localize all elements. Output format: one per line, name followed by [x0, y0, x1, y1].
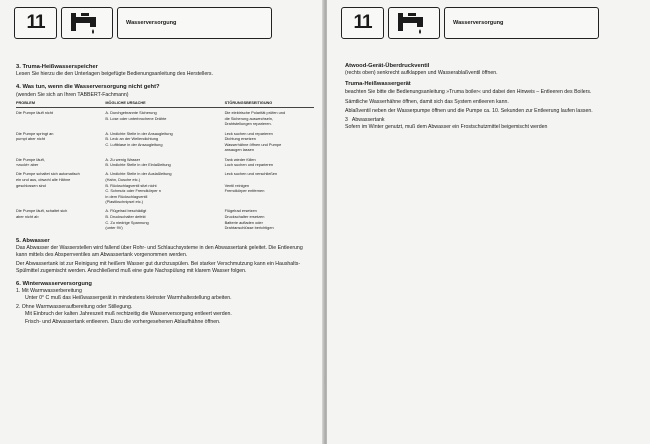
section6-item2-text2: Frisch- und Abwassertank entleeren. Dazu die vorhergesehenen Ablaufhähne öffnen.	[25, 318, 221, 325]
cause-cell	[105, 108, 224, 129]
cell-line: Die Pumpe läuft,	[16, 156, 45, 162]
section3-heading: 3. Truma-Heißwasserspeicher	[16, 64, 98, 70]
water-tap-icon	[61, 7, 113, 39]
cell-line: (Plastikschnipsel etc.)	[105, 199, 144, 205]
cell-line: A. Zu wenig Wasser	[105, 156, 141, 162]
problem-cell	[16, 129, 105, 155]
cell-line: Die Pumpe läuft, schaltet sich	[16, 208, 68, 214]
section5-text1: Das Abwasser der Wasserstellen wird fallend über Rohr- und Schlauchsysteme in den Abwassertank geleitet. Die Entleerung kann mittels des Absperrventiles am Abwassertank vorgenommen werden.	[16, 244, 303, 259]
cell-line: aber nicht ab	[16, 214, 39, 220]
section4-heading: 4. Was tun, wenn die Wasserversorgung nicht geht?	[16, 84, 160, 91]
problem-cell	[16, 207, 105, 233]
left-header	[14, 7, 272, 39]
table-row	[16, 129, 314, 155]
cell-line: Batterie aufladen oder	[224, 219, 263, 225]
cell-line: Die elektrische Polarität prüfen und	[224, 110, 286, 116]
cause-cell	[105, 207, 224, 233]
left-page	[0, 0, 324, 444]
cell-line: ein und aus, obwohl alle Hähne	[16, 176, 71, 182]
cell-line: (Hahn, Dusche etc.)	[105, 176, 140, 182]
cell-line: Drahtstellungen reparieren.	[224, 121, 272, 127]
cell-line: pumpt aber nicht	[16, 136, 45, 142]
section6-heading: 6. Winterwasserversorgung	[16, 280, 92, 287]
right-header	[341, 7, 599, 39]
cell-line: B. Undichte Stelle in der Einlaßleitung	[105, 162, 171, 168]
cell-line: Ventil reinigen	[224, 182, 250, 188]
cell-line: Leck suchen und reparieren	[224, 130, 273, 136]
table-row	[16, 108, 314, 129]
cell-line: A. Flügelrad beschädigt	[105, 208, 147, 214]
cell-line: Tank wieder füllen	[224, 156, 256, 162]
cell-line: Flügelrad ersetzen	[224, 208, 257, 214]
abwasser-number: 3	[345, 117, 348, 124]
section6-item1-title: 1. Mit Warmwasserbereitung	[16, 287, 82, 294]
fix-cell	[225, 170, 314, 207]
cell-line: Die Pumpe schaltet sich automatisch	[16, 171, 80, 177]
cell-line: in dem Rückschlagventil	[105, 193, 148, 199]
left-content	[16, 64, 314, 326]
section6-item2-title: 2. Ohne Warmwasseraufbereitung oder Stillegung.	[16, 304, 133, 311]
troubleshooting-table	[16, 101, 314, 233]
cell-line: Dichtung ersetzen	[224, 136, 256, 142]
cell-line: Die Pumpe springt an	[16, 130, 54, 136]
section5-heading: 5. Abwasser	[16, 237, 50, 244]
truma-heading: Truma-Heißwassergerät	[345, 81, 411, 88]
cell-line: B. Druckschalter defekt	[105, 214, 146, 220]
abwasser-heading: Abwassertank	[351, 117, 385, 124]
chapter-number: 11	[14, 7, 57, 39]
section6-item1-text: Unter 0° C muß das Heißwassergerät in mindestens kleinster Warmhaltestellung arbeiten.	[25, 295, 232, 302]
cause-cell	[105, 129, 224, 155]
right-page	[327, 0, 650, 444]
chapter-title: Wasserversorgung	[444, 7, 599, 39]
column-header: STÖRUNGSBESEITIGUNG	[225, 101, 314, 108]
section5-text2: Der Abwassertank ist zur Reinigung mit heißem Wasser gut durchzuspülen. Bei starker Verschmutzung kann ein Haushalts-Spülmittel zugemischt werden. Anschließend muß eine gute Nachspülung mit klarem Wasser folgen.	[16, 261, 301, 275]
cell-line: A. Durchgebrannte Sicherung	[105, 110, 157, 116]
cell-line: A. Undichte Stelle in der Ansaugleitung	[105, 130, 173, 136]
fix-cell	[225, 207, 314, 233]
cell-line: »zuckt« aber	[16, 162, 39, 168]
section6-item2-text1: Mit Einbruch der kalten Jahreszeit muß rechtzeitig die Wasserversorgung entleert werden.	[25, 311, 232, 318]
right-content	[345, 63, 636, 132]
cell-line: B. Leck an der Wellendichtung	[105, 136, 159, 142]
table-row	[16, 207, 314, 233]
atwood-text: (rechts oben) senkrecht aufklappen und Wasserablaßventil öffnen.	[345, 70, 498, 77]
chapter-title: Wasserversorgung	[117, 7, 272, 39]
problem-cell	[16, 155, 105, 170]
cell-line: C. Schmutz oder Fremdkörper n	[105, 188, 161, 194]
cell-line: Wasserhähne öffnen und Pumpe	[224, 141, 282, 147]
table-row	[16, 170, 314, 207]
cause-cell	[105, 155, 224, 170]
valve-text: Ablaßventil neben der Wasserpumpe öffnen und die Pumpe ca. 10. Sekunden zur Entleerung laufen lassen.	[345, 108, 593, 115]
water-tap-icon	[388, 7, 440, 39]
section4-subheading: (wenden Sie sich an Ihren TABBERT-Fachmann)	[16, 91, 129, 98]
section3-text: Lesen Sie hierzu die den Unterlagen beigefügte Bedienungsanleitung des Herstellers.	[16, 71, 213, 78]
table-row	[16, 155, 314, 170]
cell-line: Leck suchen und verschließen	[224, 171, 278, 177]
cell-line: Fremdkörper entfernen	[224, 188, 265, 194]
column-header: PROBLEM	[16, 101, 105, 108]
cause-cell	[105, 170, 224, 207]
table-header-row	[16, 101, 314, 108]
cell-line: C. Zu niedrige Spannung	[105, 219, 149, 225]
cell-line: Die Pumpe läuft nicht	[16, 110, 53, 116]
fix-cell	[225, 155, 314, 170]
truma-text: beachten Sie bitte die Bedienungsanleitung »Truma boiler« und dabei den Hinweis – Entleeren des Boilers.	[345, 88, 592, 95]
column-header: MÖGLICHE URSACHE	[105, 101, 224, 108]
cell-line: geschlossen sind	[16, 182, 46, 188]
cell-line: die Sicherung auswechseln,	[224, 115, 274, 121]
cell-line: Loch suchen und reparieren	[224, 162, 274, 168]
abwasser-text: Sofern im Winter genutzt, muß dem Abwasser ein Frostschutzmittel beigemischt werden	[345, 124, 548, 131]
problem-cell	[16, 108, 105, 129]
cell-line: ansaugen lassen	[224, 147, 254, 153]
cell-line: Druckschalter ersetzen	[224, 214, 265, 220]
chapter-number: 11	[341, 7, 384, 39]
cell-line: C. Luftblase in der Ansaugleitung	[105, 141, 163, 147]
cell-line: B. Rückschlagventil sitzt nicht	[105, 182, 157, 188]
cell-line: B. Lose oder unterbrochene Drähte	[105, 115, 167, 121]
cell-line: (unter 9V)	[105, 225, 123, 231]
cell-line: Drahtanschlüsse berichtigen	[224, 225, 274, 231]
cell-line: A. Undichte Stelle in der Auslaßleitung	[105, 171, 172, 177]
atwood-heading: Atwood-Gerät-Überdruckventil	[345, 63, 430, 69]
fix-cell	[225, 108, 314, 129]
problem-cell	[16, 170, 105, 207]
fix-cell	[225, 129, 314, 155]
abwasser-block	[345, 117, 636, 124]
taps-text: Sämtliche Wasserhähne öffnen, damit sich das System entleeren kann.	[345, 98, 509, 105]
